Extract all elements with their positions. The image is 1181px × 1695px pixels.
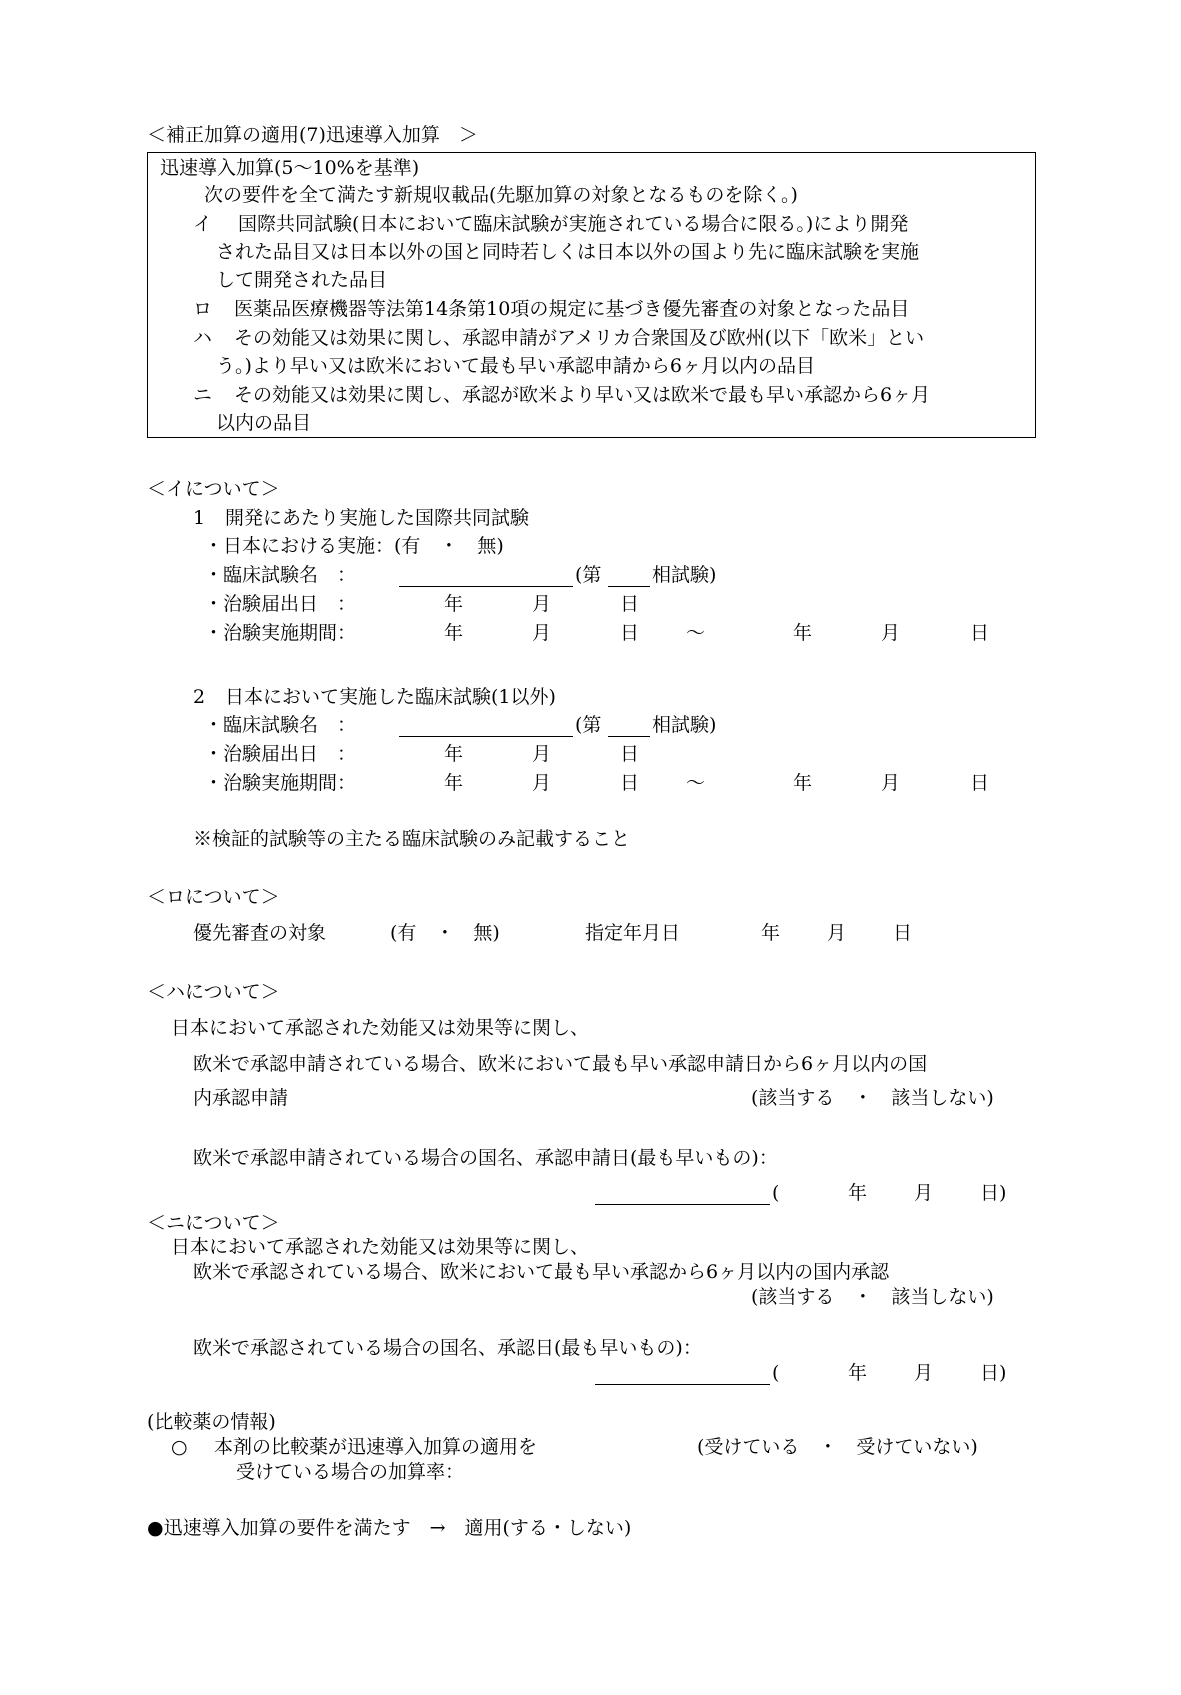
item-ha-line2: う。)より早い又は欧米において最も早い承認申請から6ヶ月以内の品目 [216,355,816,377]
notification-date-label: ・治験届出日 ： [204,743,357,765]
day-close-paren: 日) [980,1362,1007,1384]
comparator-line2: 受けている場合の加算率： [236,1461,465,1483]
ni-line2: 欧米で承認されている場合、欧米において最も早い承認から6ヶ月以内の国内承認 [193,1261,890,1283]
trial-period-label: ・治験実施期間： [204,622,357,644]
day-label: 日 [970,772,990,794]
day-label: 日 [620,743,640,765]
japan-implementation: ・日本における実施：(有 ・ 無) [204,535,504,557]
month-label: 月 [532,622,552,644]
item-ni-line1: その効能又は効果に関し、承認が欧米より早い又は欧米で最も早い承認から6ヶ月 [234,384,931,406]
ni-applicable-options: (該当する ・ 該当しない) [751,1286,994,1308]
year-label: 年 [444,593,464,615]
month-label: 月 [881,622,901,644]
month-label: 月 [914,1362,934,1384]
note: ※検証的試験等の主たる臨床試験のみ記載すること [193,828,631,850]
month-label: 月 [827,922,847,944]
priority-review-label: 優先審査の対象 [193,922,327,944]
trial-name-blank [399,736,573,737]
year-label: 年 [444,772,464,794]
trial-name-blank [399,586,573,587]
ni-country-blank [595,1384,770,1385]
month-label: 月 [881,772,901,794]
item-i-line2: された品目又は日本以外の国と同時若しくは日本以外の国より先に臨床試験を実施 [216,241,920,263]
day-label: 日 [620,772,640,794]
item-i-line1: 国際共同試験(日本において臨床試験が実施されている場合に限る。)により開発 [238,213,909,235]
priority-review-options: (有 ・ 無) [390,922,500,944]
part2-title: 日本において実施した臨床試験(1以外) [225,686,556,708]
ha-line4: 欧米で承認申請されている場合の国名、承認申請日(最も早いもの)： [193,1147,778,1169]
phase-suffix: 相試験) [652,564,717,586]
section-ni-heading: ＜ニについて＞ [147,1212,280,1234]
month-label: 月 [532,772,552,794]
year-label: 年 [793,622,813,644]
day-label: 日 [970,622,990,644]
part2-number: 2 [193,686,206,708]
item-i-mark: イ [193,213,213,235]
trial-name-label: ・臨床試験名 ： [204,714,357,736]
ha-line1: 日本において承認された効能又は効果等に関し、 [171,1017,590,1039]
day-close-paren: 日) [980,1182,1007,1204]
section-ro-heading: ＜ロについて＞ [147,886,280,908]
phase-blank [608,586,650,587]
year-label: 年 [848,1182,868,1204]
month-label: 月 [532,593,552,615]
year-label: 年 [793,772,813,794]
month-label: 月 [914,1182,934,1204]
trial-period-label: ・治験実施期間： [204,772,357,794]
year-label: 年 [761,922,781,944]
comparator-heading: (比較薬の情報) [147,1411,276,1433]
item-ha-line1: その効能又は効果に関し、承認申請がアメリカ合衆国及び欧州(以下「欧米」とい [234,327,925,349]
ha-line3: 内承認申請 [193,1087,289,1109]
year-label: 年 [444,622,464,644]
range-tilde: ～ [686,772,706,794]
item-ni-mark: ニ [193,384,213,406]
date-open-paren: ( [772,1182,780,1204]
ni-line3: 欧米で承認されている場合の国名、承認日(最も早いもの)： [193,1337,702,1359]
trial-name-label: ・臨床試験名 ： [204,564,357,586]
phase-prefix: (第 [575,714,602,736]
day-label: 日 [893,922,913,944]
notification-date-label: ・治験届出日 ： [204,593,357,615]
circle-bullet: ○ [171,1436,188,1458]
year-label: 年 [444,743,464,765]
range-tilde: ～ [686,622,706,644]
day-label: 日 [620,593,640,615]
comparator-line1: 本剤の比較薬が迅速導入加算の適用を [214,1436,538,1458]
month-label: 月 [532,743,552,765]
ha-applicable-options: (該当する ・ 該当しない) [751,1087,994,1109]
item-ha-mark: ハ [193,327,213,349]
ha-line2: 欧米で承認申請されている場合、欧米において最も早い承認申請日から6ヶ月以内の国 [193,1053,928,1075]
part1-title: 開発にあたり実施した国際共同試験 [225,507,530,529]
ha-country-blank [595,1204,770,1205]
section-ha-heading: ＜ハについて＞ [147,981,280,1003]
comparator-options: (受けている ・ 受けていない) [697,1436,978,1458]
day-label: 日 [620,622,640,644]
phase-blank [608,736,650,737]
item-ro-mark: ロ [193,298,213,320]
item-i-line3: して開発された品目 [216,269,388,291]
designated-date-label: 指定年月日 [585,922,681,944]
conclusion: ●迅速導入加算の要件を満たす → 適用(する・しない) [147,1517,632,1539]
year-label: 年 [848,1362,868,1384]
phase-prefix: (第 [575,564,602,586]
item-ro-line1: 医薬品医療機器等法第14条第10項の規定に基づき優先審査の対象となった品目 [234,298,910,320]
date-open-paren: ( [772,1362,780,1384]
box-intro: 次の要件を全て満たす新規収載品(先駆加算の対象となるものを除く。) [204,184,798,206]
part1-number: 1 [193,507,206,529]
section-i-heading: ＜イについて＞ [147,478,280,500]
item-ni-line2: 以内の品目 [216,412,312,434]
phase-suffix: 相試験) [652,714,717,736]
box-title: 迅速導入加算(5～10%を基準) [160,157,420,179]
page-header: ＜補正加算の適用(7)迅速導入加算 ＞ [147,124,478,146]
ni-line1: 日本において承認された効能又は効果等に関し、 [171,1236,590,1258]
